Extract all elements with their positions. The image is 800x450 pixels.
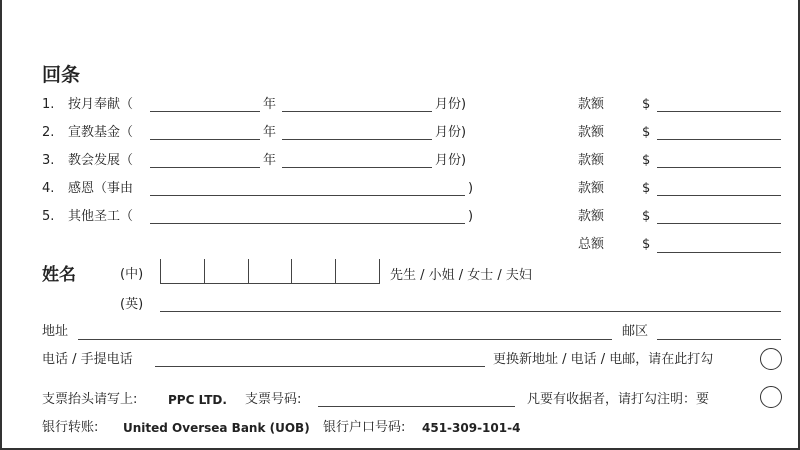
- year-label: 年: [263, 153, 277, 168]
- amount-field[interactable]: [657, 111, 781, 112]
- month-field[interactable]: [282, 139, 432, 140]
- amount-field[interactable]: [657, 167, 781, 168]
- cheque-payee-label: 支票抬头请写上:: [42, 392, 138, 407]
- currency-symbol: $: [642, 153, 651, 168]
- postal-field[interactable]: [657, 339, 781, 340]
- chinese-name-boxes[interactable]: [160, 259, 380, 284]
- item-label: 宣教基金（: [68, 125, 134, 140]
- english-name-field[interactable]: [160, 311, 781, 312]
- cheque-number-field[interactable]: [318, 406, 515, 407]
- year-field[interactable]: [150, 167, 260, 168]
- item-number: 3.: [42, 153, 55, 168]
- name-label: 姓名: [42, 265, 76, 285]
- postal-label: 邮区: [622, 324, 649, 339]
- amount-field[interactable]: [657, 223, 781, 224]
- year-field[interactable]: [150, 139, 260, 140]
- form-title: 回条: [42, 64, 81, 86]
- amount-label: 款额: [578, 97, 605, 112]
- cheque-payee: PPC LTD.: [168, 393, 227, 407]
- english-name-label: (英): [120, 297, 144, 312]
- currency-symbol: $: [642, 181, 651, 196]
- item-number: 2.: [42, 125, 55, 140]
- year-label: 年: [263, 125, 277, 140]
- receipt-note: 凡要有收据者，请打勾注明：要: [527, 392, 710, 407]
- item-number: 5.: [42, 209, 55, 224]
- year-label: 年: [263, 97, 277, 112]
- item-label: 其他圣工（: [68, 209, 134, 224]
- total-label: 总额: [578, 237, 605, 252]
- bank-name: United Oversea Bank (UOB): [123, 421, 310, 435]
- month-field[interactable]: [282, 111, 432, 112]
- chinese-name-label: (中): [120, 267, 144, 282]
- item-label: 教会发展（: [68, 153, 134, 168]
- close-paren: ): [468, 181, 474, 196]
- item-label: 感恩（事由: [68, 181, 134, 196]
- description-field[interactable]: [150, 195, 465, 196]
- change-info-checkbox[interactable]: [760, 348, 782, 370]
- total-amount-field[interactable]: [657, 252, 781, 253]
- address-label: 地址: [42, 324, 69, 339]
- title-options: 先生 / 小姐 / 女士 / 夫妇: [390, 268, 532, 283]
- address-field[interactable]: [78, 339, 612, 340]
- bank-label: 银行转账:: [42, 420, 99, 435]
- month-label: 月份): [435, 125, 467, 140]
- account-number: 451-309-101-4: [422, 421, 521, 435]
- amount-label: 款额: [578, 125, 605, 140]
- year-field[interactable]: [150, 111, 260, 112]
- month-field[interactable]: [282, 167, 432, 168]
- phone-field[interactable]: [155, 366, 485, 367]
- amount-label: 款额: [578, 181, 605, 196]
- month-label: 月份): [435, 97, 467, 112]
- month-label: 月份): [435, 153, 467, 168]
- amount-label: 款额: [578, 209, 605, 224]
- phone-label: 电话 / 手提电话: [42, 352, 133, 367]
- amount-field[interactable]: [657, 195, 781, 196]
- cheque-number-label: 支票号码:: [245, 392, 302, 407]
- change-info-note: 更换新地址 / 电话 / 电邮，请在此打勾: [493, 352, 714, 367]
- amount-field[interactable]: [657, 139, 781, 140]
- account-label: 银行户口号码:: [323, 420, 406, 435]
- description-field[interactable]: [150, 223, 465, 224]
- item-number: 1.: [42, 97, 55, 112]
- receipt-checkbox[interactable]: [760, 386, 782, 408]
- currency-symbol: $: [642, 125, 651, 140]
- item-number: 4.: [42, 181, 55, 196]
- amount-label: 款额: [578, 153, 605, 168]
- close-paren: ): [468, 209, 474, 224]
- currency-symbol: $: [642, 209, 651, 224]
- currency-symbol: $: [642, 237, 651, 252]
- currency-symbol: $: [642, 97, 651, 112]
- item-label: 按月奉献（: [68, 97, 134, 112]
